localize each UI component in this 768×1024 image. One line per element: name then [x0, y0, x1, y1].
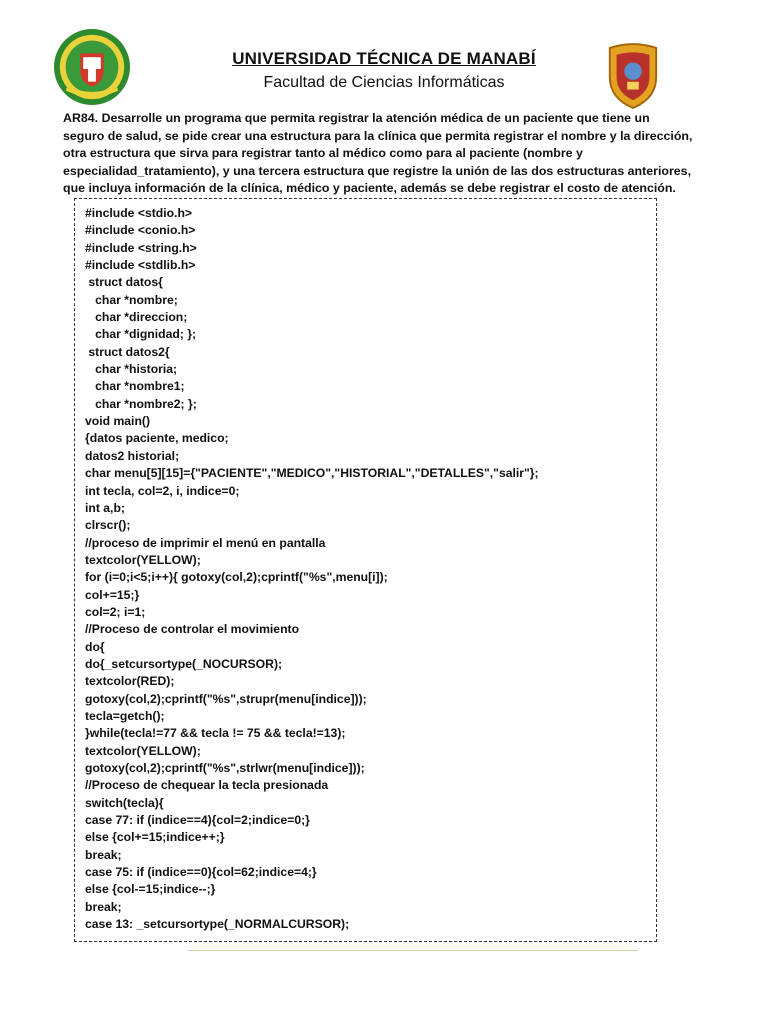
code-line: col+=15;} — [85, 587, 140, 602]
code-line: do{ — [85, 639, 105, 654]
code-line: switch(tecla){ — [85, 795, 164, 810]
footer-divider — [188, 950, 638, 951]
code-line: struct datos2{ — [85, 344, 170, 359]
code-line: for (i=0;i<5;i++){ gotoxy(col,2);cprintf("%s",menu[i]); — [85, 570, 388, 585]
exercise-statement: AR84. Desarrolle un programa que permita registrar la atención médica de un paciente que tiene un seguro de salud, se pide crear una estructura para la clínica que permita registrar el nombre y la dirección, otra estructura que sirva para registrar tanto al médico como para al paciente (nombre y especialidad_tratamiento), y una tercera estructura que registre la unión de las dos estructuras anteriores, que incluya información de la clínica, médico y paciente, además se debe registrar el costo de atención. — [63, 111, 693, 196]
code-line: int a,b; — [85, 500, 125, 515]
code-line: do{_setcursortype(_NOCURSOR); — [85, 656, 283, 671]
code-line: case 75: if (indice==0){col=62;indice=4;} — [85, 865, 317, 880]
code-line: datos2 historial; — [85, 448, 180, 463]
code-block — [85, 205, 645, 933]
code-line: struct datos{ — [85, 275, 163, 290]
code-line: textcolor(YELLOW); — [85, 743, 201, 758]
code-line: #include <stdlib.h> — [85, 258, 196, 273]
code-line: textcolor(RED); — [85, 674, 175, 689]
code-line: //Proceso de controlar el movimiento — [85, 622, 300, 637]
code-line: break; — [85, 899, 122, 914]
page-title: UNIVERSIDAD TÉCNICA DE MANABÍ — [232, 49, 536, 68]
code-line: col=2; i=1; — [85, 604, 146, 619]
code-line: #include <conio.h> — [85, 223, 196, 238]
code-line: void main() — [85, 414, 151, 429]
code-line: char *dignidad; }; — [85, 327, 197, 342]
page-subtitle: Facultad de Ciencias Informáticas — [263, 74, 505, 91]
code-line: //Proceso de chequear la tecla presionada — [85, 778, 329, 793]
code-line: textcolor(YELLOW); — [85, 552, 201, 567]
code-line: gotoxy(col,2);cprintf("%s",strupr(menu[indice])); — [85, 691, 367, 706]
code-line: else {col+=15;indice++;} — [85, 830, 225, 845]
code-line: char *nombre2; }; — [85, 396, 197, 411]
code-line: case 13: _setcursortype(_NORMALCURSOR); — [85, 917, 350, 932]
code-line: case 77: if (indice==4){col=2;indice=0;} — [85, 813, 310, 828]
code-line: clrscr(); — [85, 518, 131, 533]
code-line: char *nombre1; — [85, 379, 185, 394]
code-line: }while(tecla!=77 && tecla != 75 && tecla!=13); — [85, 726, 346, 741]
code-line: char menu[5][15]={"PACIENTE","MEDICO","HISTORIAL","DETALLES","salir"}; — [85, 466, 539, 481]
code-line: #include <stdio.h> — [85, 206, 193, 220]
code-line: gotoxy(col,2);cprintf("%s",strlwr(menu[indice])); — [85, 761, 365, 775]
code-line: tecla=getch(); — [85, 708, 165, 723]
code-line: #include <string.h> — [85, 240, 197, 255]
code-line: char *historia; — [85, 362, 178, 377]
code-line: //proceso de imprimir el menú en pantalla — [85, 535, 326, 550]
code-line: int tecla, col=2, i, indice=0; — [85, 483, 240, 498]
code-line: else {col-=15;indice--;} — [85, 882, 216, 897]
code-line: char *nombre; — [85, 292, 178, 307]
code-line: break; — [85, 847, 122, 862]
code-line: char *direccion; — [85, 310, 188, 325]
code-line: {datos paciente, medico; — [85, 431, 229, 446]
